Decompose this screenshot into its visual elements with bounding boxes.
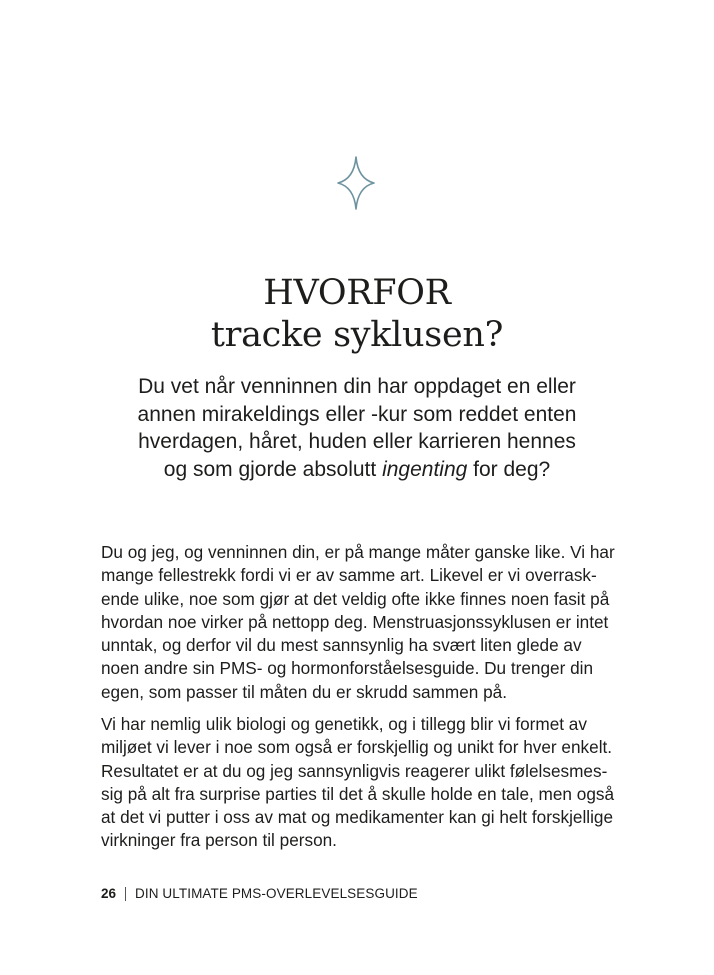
lead-line: Du vet når venninnen din har oppdaget en eller <box>138 375 576 398</box>
footer-divider <box>125 887 126 901</box>
body-line: noen andre sin PMS- og hormonforståelsesguide. Du trenger din <box>101 658 594 679</box>
page-title-line-2: tracke syklusen? <box>210 315 504 355</box>
body-line: sig på alt fra surprise parties til det å skulle holde en tale, men også <box>101 783 615 804</box>
lead-line: annen mirakeldings eller -kur som reddet enten <box>137 402 577 426</box>
body-line: ende ulike, noe som gjør at det veldig ofte ikke finnes noen fasit på <box>101 588 610 609</box>
page-number: 26 <box>101 886 117 901</box>
body-line: unntak, og derfor vil du mest sannsynlig ha svært liten glede av <box>101 635 582 656</box>
body-line: Vi har nemlig ulik biologi og genetikk, og i tillegg blir vi formet av <box>101 714 587 734</box>
running-title: DIN ULTIMATE PMS-OVERLEVELSESGUIDE <box>135 886 418 901</box>
lead-paragraph <box>107 373 607 483</box>
lead-line <box>107 456 607 484</box>
body-line: hvordan noe virker på nettopp deg. Menstruasjonssyklusen er intet <box>101 611 609 632</box>
body-line: Du og jeg, og venninnen din, er på mange måter ganske like. Vi har <box>101 542 615 562</box>
page-title: HVORFOR <box>263 273 451 313</box>
page-footer <box>101 885 418 903</box>
body-line: miljøet vi lever i noe som også er forskjellig og unikt for hver enkelt. <box>101 737 613 758</box>
body-paragraph-1 <box>101 541 621 704</box>
lead-text: og som gjorde absolutt <box>163 457 383 481</box>
lead-text: for deg? <box>467 457 551 481</box>
body-paragraph-2 <box>101 713 621 853</box>
body-line: Resultatet er at du og jeg sannsynligvis reagerer ulikt følelsesmes- <box>101 760 608 781</box>
body-line: at det vi putter i oss av mat og medikamenter kan gi helt forskjellige <box>101 807 614 828</box>
body-line: virkninger fra person til person. <box>101 830 337 851</box>
lead-line: hverdagen, håret, huden eller karrieren hennes <box>138 430 576 453</box>
four-point-star-icon <box>336 155 376 211</box>
body-line: mange fellestrekk fordi vi er av samme art. Likevel er vi overrask- <box>101 565 597 586</box>
lead-emphasis: ingenting <box>382 457 468 481</box>
body-line: egen, som passer til måten du er skrudd sammen på. <box>101 681 508 702</box>
